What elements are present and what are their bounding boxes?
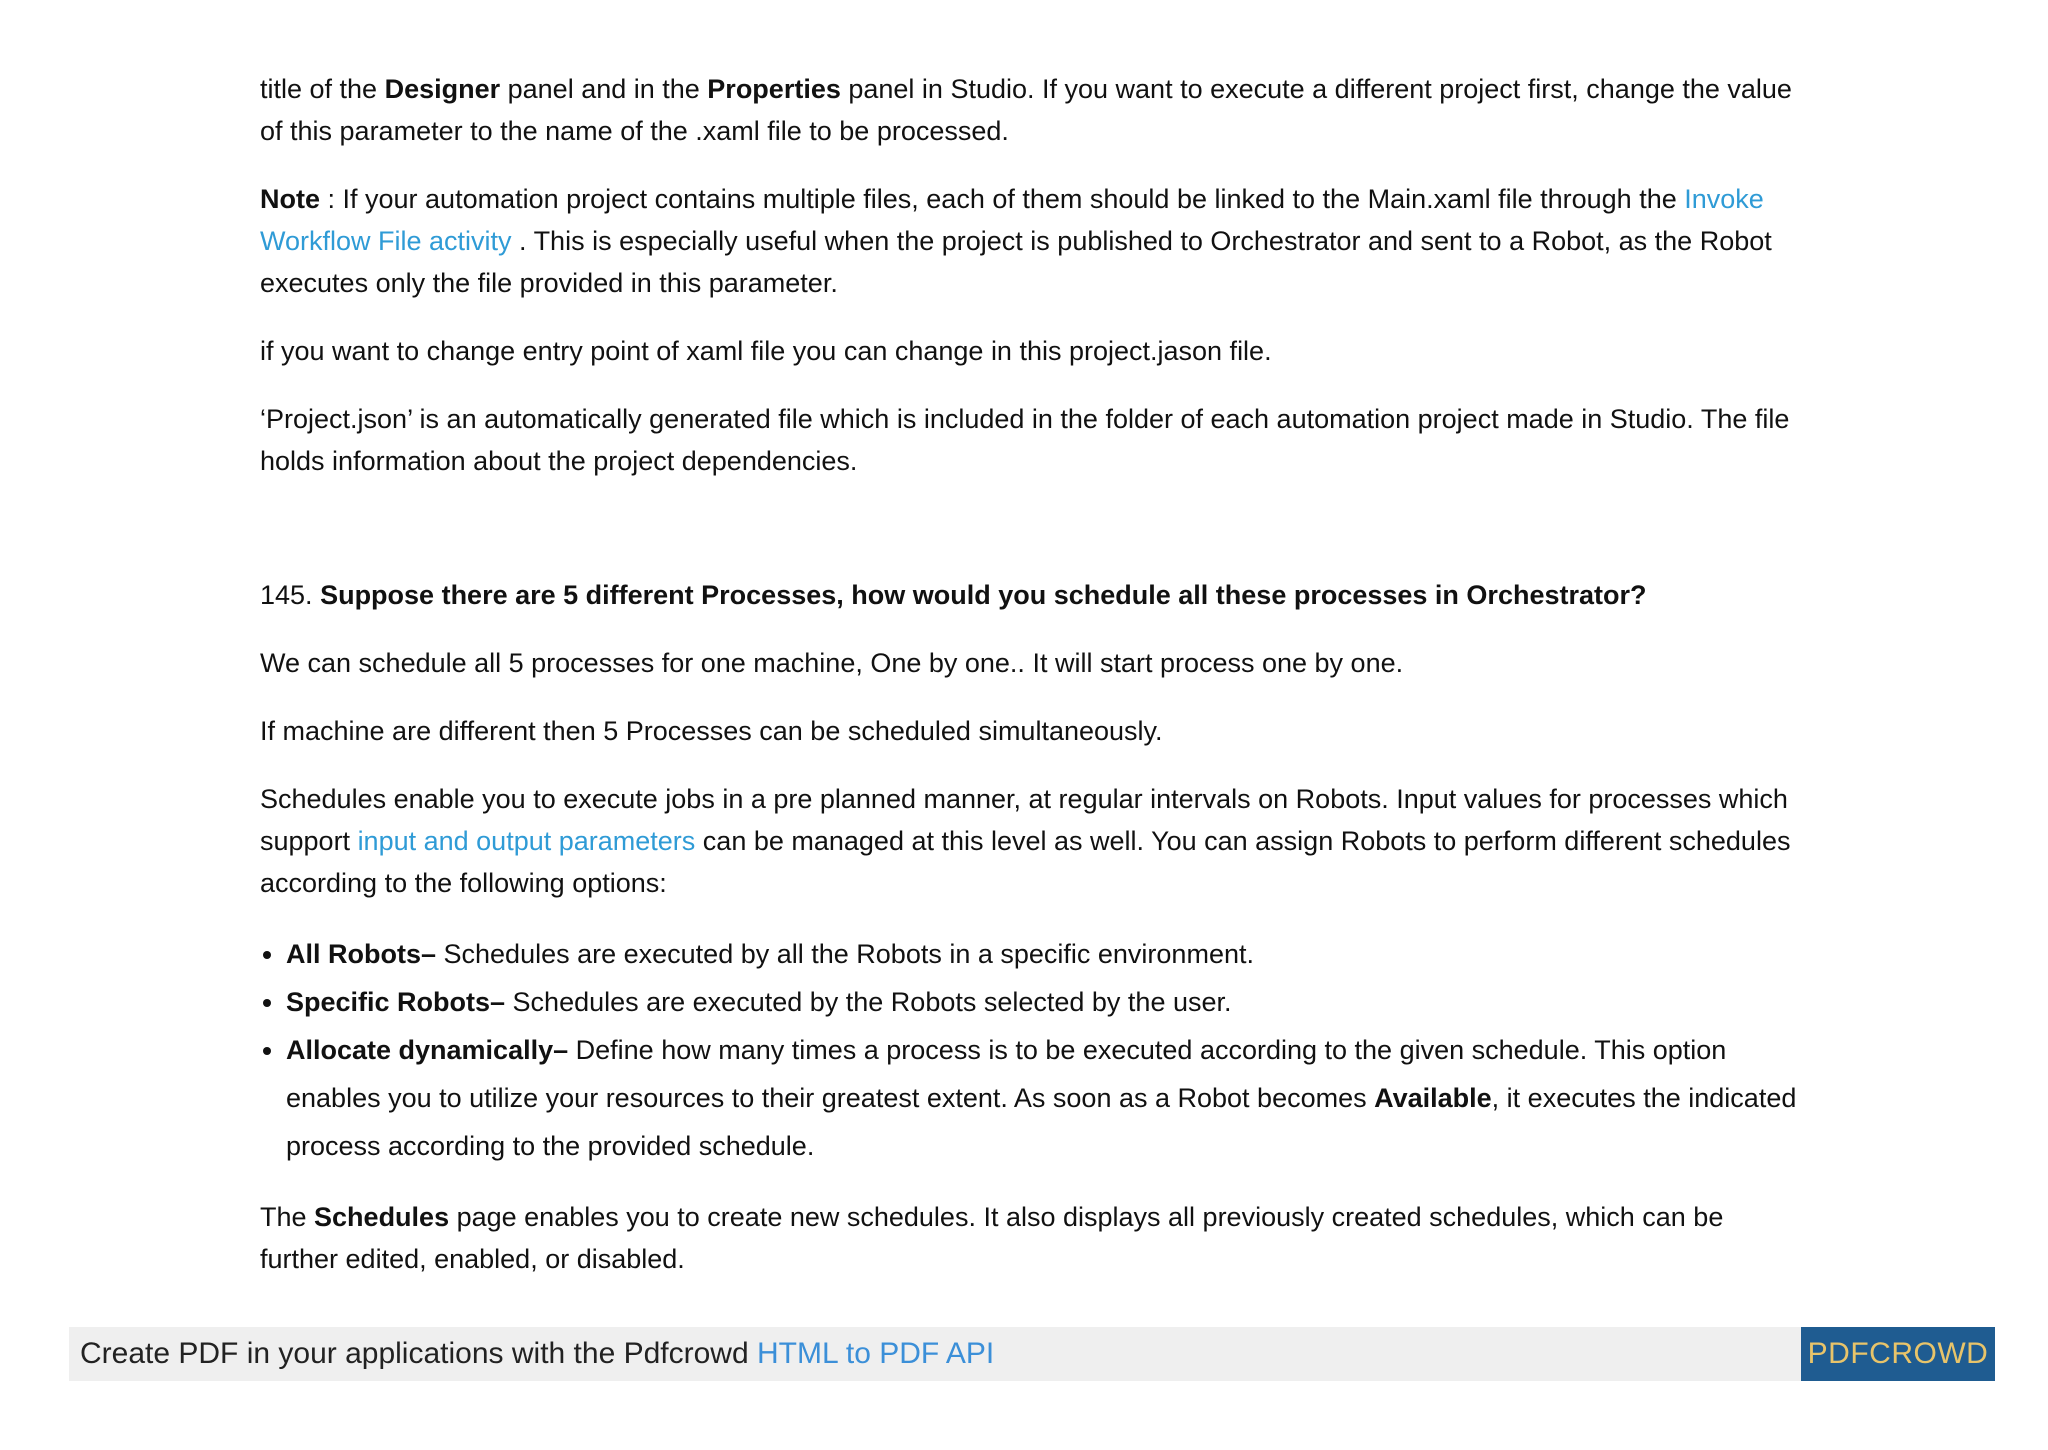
paragraph-answer-two: If machine are different then 5 Processes can be scheduled simultaneously. <box>260 716 1163 746</box>
question-text: Suppose there are 5 different Processes, how would you schedule all these processes in Orchestrator? <box>320 580 1647 610</box>
footer-message: Create PDF in your applications with the Pdfcrowd <box>80 1337 757 1370</box>
option-desc: Schedules are executed by all the Robots in a specific environment. <box>436 939 1254 969</box>
list-item-allocate-dynamically <box>286 1026 1800 1170</box>
html-to-pdf-api-link[interactable]: HTML to PDF API <box>756 1337 995 1370</box>
text-fragment: panel and in the <box>500 74 708 104</box>
text-fragment: The <box>260 1202 315 1232</box>
list-item-specific-robots <box>286 978 1800 1026</box>
paragraph-designer-properties <box>260 68 1800 152</box>
text-fragment: panel in Studio. If you want to execute a different project first, change the value of this parameter to the name of the .xaml file to be processed. <box>260 74 1792 146</box>
invoke-workflow-link[interactable]: Invoke Workflow File activity <box>260 184 1764 256</box>
pdfcrowd-footer-bar <box>69 1327 1995 1381</box>
text-fragment: page enables you to create new schedules. It also displays all previously created schedules, which can be further edited, enabled, or disabled. <box>260 1202 1724 1274</box>
document-body <box>260 68 1800 1306</box>
text-fragment: . This is especially useful when the project is published to Orchestrator and sent to a Robot, as the Robot executes only the file provided in this parameter. <box>260 226 1772 298</box>
option-desc: Define how many times a process is to be executed according to the given schedule. This option enables you to utilize your resources to their greatest extent. As soon as a Robot becomes <box>286 1035 1727 1113</box>
schedule-options-list <box>260 930 1800 1170</box>
list-item-all-robots <box>286 930 1800 978</box>
bold-properties: Properties <box>707 74 841 104</box>
question-number: 145. <box>260 580 321 610</box>
paragraph-schedules-intro <box>260 778 1800 904</box>
paragraph-project-json: ‘Project.json’ is an automatically generated file which is included in the folder of each automation project made in Studio. The file holds information about the project dependencies. <box>260 404 1790 476</box>
bold-available: Available <box>1374 1083 1492 1113</box>
option-term: Allocate dynamically– <box>286 1035 569 1065</box>
option-desc: Schedules are executed by the Robots selected by the user. <box>505 987 1232 1017</box>
paragraph-schedules-page <box>260 1196 1800 1280</box>
text-fragment: can be managed at this level as well. You can assign Robots to perform different schedules according to the following options: <box>260 826 1791 898</box>
note-label: Note <box>260 184 320 214</box>
footer-text <box>80 1327 994 1381</box>
option-term: Specific Robots– <box>286 987 506 1017</box>
text-fragment: : If your automation project contains multiple files, each of them should be linked to the Main.xaml file through the <box>320 184 1685 214</box>
text-fragment: Schedules enable you to execute jobs in a pre planned manner, at regular intervals on Robots. Input values for processes which support <box>260 784 1788 856</box>
input-output-parameters-link[interactable]: input and output parameters <box>357 826 696 856</box>
paragraph-answer-one: We can schedule all 5 processes for one machine, One by one.. It will start process one by one. <box>260 648 1404 678</box>
bold-schedules: Schedules <box>314 1202 450 1232</box>
bold-designer: Designer <box>384 74 501 104</box>
text-fragment: title of the <box>260 74 385 104</box>
option-term: All Robots– <box>286 939 437 969</box>
paragraph-entry-point: if you want to change entry point of xaml file you can change in this project.jason file. <box>260 336 1272 366</box>
option-desc: , it executes the indicated process according to the provided schedule. <box>286 1083 1797 1161</box>
paragraph-note <box>260 178 1800 304</box>
question-heading <box>260 574 1800 616</box>
pdfcrowd-logo-button[interactable]: PDFCROWD <box>1801 1327 1995 1381</box>
